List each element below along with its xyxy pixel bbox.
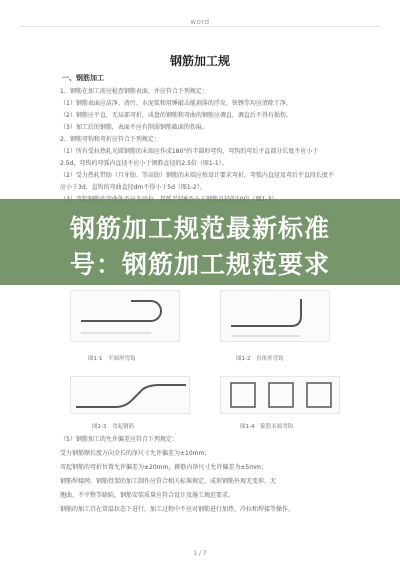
banner-title-line-1: 钢筋加工规范最新标准 [69,214,330,243]
body-line: 受力钢筋顺长度方向全长的净尺寸允许偏差为±10mm； [60,450,211,457]
figure-row-1 [60,290,350,376]
section-heading: 一、钢筋加工 [62,74,104,82]
header-divider [20,26,380,27]
body-line: 2.5d，弯钩的弯弧内直径不应小于钢筋直径的2.5倍（图1-1）。 [60,160,228,167]
figure-caption: 图1-1 半圆形弯钩 [88,356,136,362]
body-line: （3）加工后的钢筋，表面不应有削弱钢筋截面的伤痕。 [60,124,208,131]
document-title: 钢筋加工规 [169,54,230,68]
figure-semicircle-hook [70,290,180,342]
body-line: 弯起钢筋的弯折位置允许偏差为±20mm，箍筋内净尺寸允许偏差为±5mm； [60,464,267,471]
figure-right-angle-hook [220,290,330,342]
body-line: 钢筋的加工宜在常温状态下进行，加工过程中不应对钢筋进行加热、冷拉和焊接等操作。 [60,506,295,513]
right-angle-hook-icon [221,291,331,343]
hook-diagram-icon [71,291,181,343]
figure-bent-bar [70,376,190,414]
page-number: 1 / 7 [193,550,207,557]
stirrup-icon [221,377,341,415]
body-line: 2、钢筋弯钩和弯折应符合下列规定： [60,136,160,143]
word-app-tag: word [190,18,210,26]
banner-title-line-2: 号：钢筋加工规范要求 [69,250,330,279]
body-line: （2）受力热轧带肋（月牙肋、等高肋）钢筋的末端应按设计要求弯折，弯弧内直径及弯后平直段长度不 [60,172,334,179]
body-line: 1、钢筋在加工前应检查钢筋表面，并应符合下列规定： [60,88,208,95]
body-line: 应小于3d，直钩的弯曲直径dm不得小于5d（图1-2）。 [60,184,206,191]
body-line: （2）钢筋应平直，无局部弯折，成盘的钢筋和弯曲的钢筋应调直，调直后不得有损伤。 [60,112,292,119]
title-banner [0,199,400,285]
body-line: （5）钢筋加工的允许偏差应符合下列规定： [60,436,178,443]
body-line: 翘曲、不平整等缺陷，钢筋安装质量应符合设计及施工规范要求。 [60,492,235,499]
figure-caption: 图1-4 箍筋末端弯钩 [240,424,293,430]
bent-bar-icon [71,377,191,415]
body-line: 钢筋焊接网、钢筋骨架的加工制作应符合相关标准规定，成形钢筋外观无变形、无 [60,478,277,485]
figure-caption: 图1-3 弯起钢筋 [92,424,134,430]
figure-stirrup-hooks [220,376,340,414]
body-line: （1）所有受拉热轧光圆钢筋的末端应作成180°的半圆形弯钩，弯钩的弯后平直部分长度不应小于 [60,148,319,155]
body-line: （1）钢筋表面应洁净、清污、水泥浆和用锤敲击能剥落的浮皮、铁锈等均应清除干净。 [60,100,292,107]
figure-caption: 图1-2 直角形弯钩 [236,356,284,362]
